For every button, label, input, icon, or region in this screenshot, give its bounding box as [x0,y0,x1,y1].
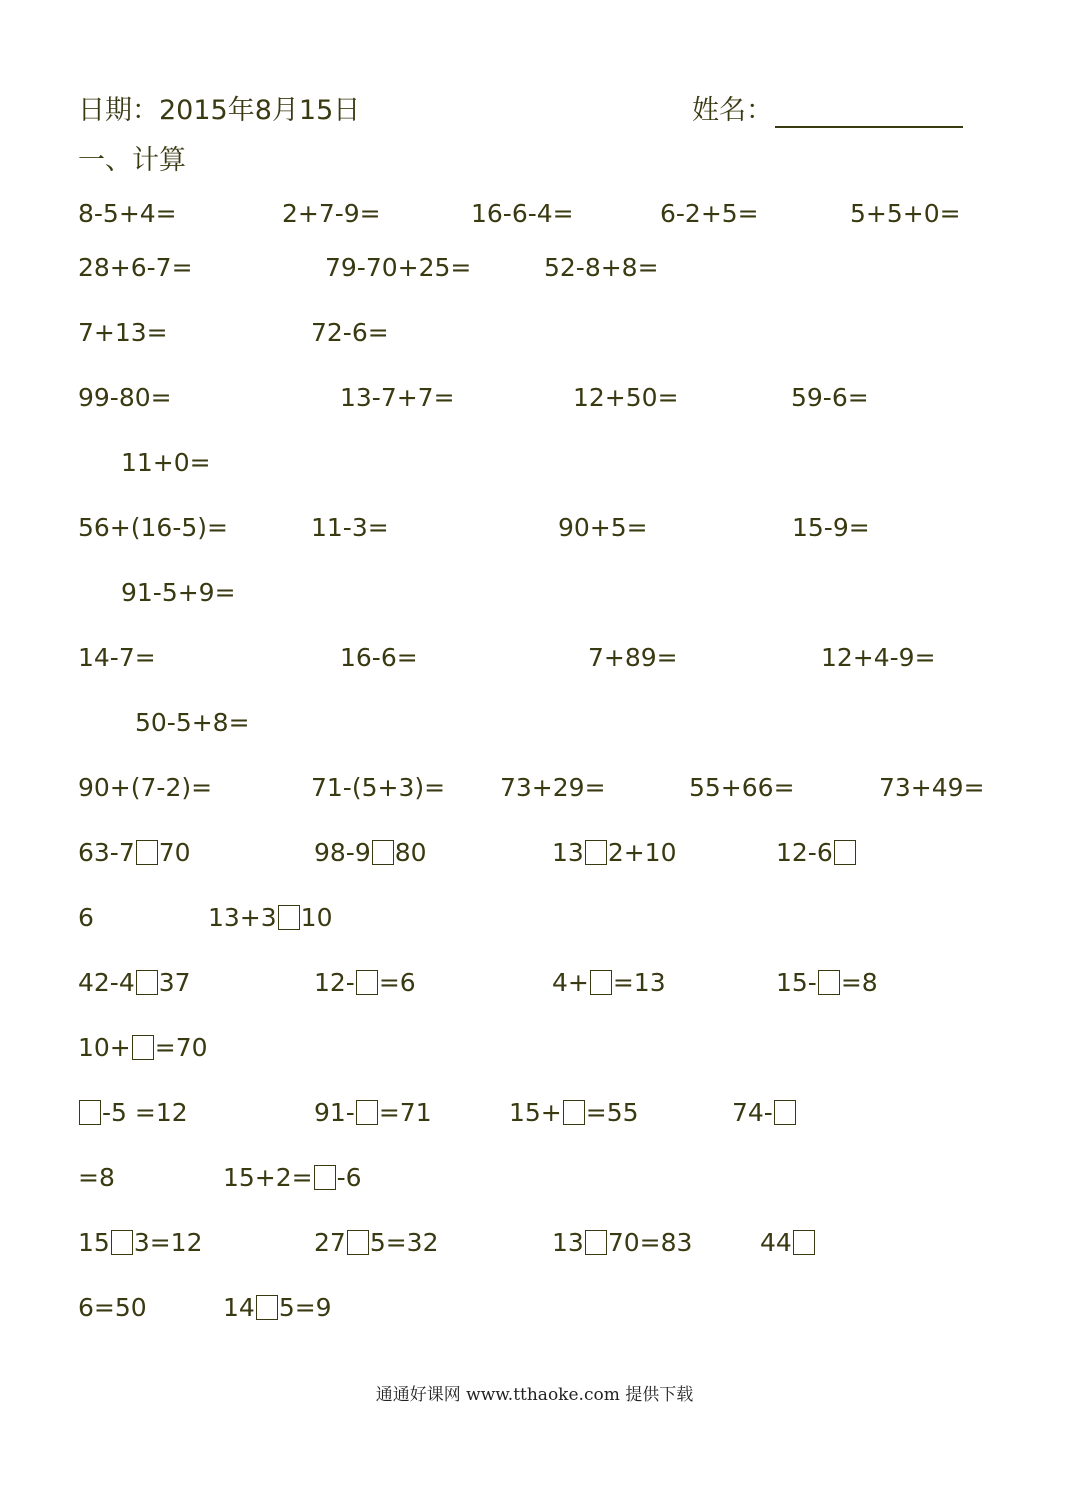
name-blank-line[interactable] [775,126,963,128]
box-problem [223,1293,332,1323]
answer-box[interactable] [834,840,856,865]
problem-prefix: 4+ [552,968,589,997]
answer-box[interactable] [136,840,158,865]
answer-box[interactable] [356,970,378,995]
problem-suffix: 5=32 [369,1228,439,1257]
answer-box[interactable] [347,1230,369,1255]
answer-box[interactable] [79,1100,101,1125]
answer-box[interactable] [590,970,612,995]
problem: 2+7-9= [282,199,381,228]
problem: 7+89= [588,643,678,672]
problem: 6-2+5= [660,199,759,228]
problem-prefix: 63-7 [78,838,135,867]
answer-box[interactable] [585,840,607,865]
problem-prefix: 14 [223,1293,255,1322]
problem: 73+49= [879,773,985,802]
answer-box[interactable] [793,1230,815,1255]
box-problem [509,1098,639,1128]
box-problem [78,968,191,998]
problem: 8-5+4= [78,199,177,228]
problem: 90+5= [558,513,648,542]
problem-prefix: =8 [78,1163,115,1192]
problem: 15-9= [792,513,870,542]
problem-prefix: 12-6 [776,838,833,867]
problem-suffix: 10 [300,903,333,932]
answer-box[interactable] [132,1035,154,1060]
problem-prefix: 6=50 [78,1293,147,1322]
box-problem [314,968,416,998]
problem: 16-6= [340,643,418,672]
problem: 13-7+7= [340,383,455,412]
problem: 16-6-4= [471,199,574,228]
answer-box[interactable] [111,1230,133,1255]
problem-suffix: 80 [394,838,427,867]
problem: 55+66= [689,773,795,802]
problem-prefix: 12- [314,968,355,997]
problem-prefix: 91- [314,1098,355,1127]
box-problem [552,1228,692,1258]
problem-prefix: 15 [78,1228,110,1257]
date-label: 日期：2015年8月15日 [78,95,361,126]
box-problem-continuation [78,1293,147,1323]
problem-prefix: 15+2= [223,1163,313,1192]
answer-box[interactable] [563,1100,585,1125]
problem: 79-70+25= [325,253,472,282]
problem: 12+4-9= [821,643,936,672]
problem-suffix: 5=9 [278,1293,332,1322]
box-problem [314,1098,432,1128]
problem: 71-(5+3)= [311,773,446,802]
problem-suffix: =6 [378,968,416,997]
problem-prefix: 98-9 [314,838,371,867]
box-problem [78,838,191,868]
footer-text: 通通好课网 www.tthaoke.com 提供下载 [375,1385,694,1405]
problem: 50-5+8= [135,708,250,737]
box-problem [776,838,857,868]
box-problem [223,1163,362,1193]
problem-suffix: -5 =12 [102,1098,188,1127]
problem-suffix: 3=12 [133,1228,203,1257]
answer-box[interactable] [372,840,394,865]
box-problem [552,968,666,998]
problem: 14-7= [78,643,156,672]
problem-suffix: 70 [158,838,191,867]
problem: 99-80= [78,383,172,412]
problem-prefix: 15- [776,968,817,997]
box-problem-continuation [78,1163,115,1193]
problem-prefix: 10+ [78,1033,131,1062]
box-problem [78,1033,208,1063]
box-problem [776,968,878,998]
problem-prefix: 13 [552,1228,584,1257]
problem: 5+5+0= [850,199,961,228]
problem-prefix: 13 [552,838,584,867]
box-problem [314,1228,438,1258]
answer-box[interactable] [136,970,158,995]
answer-box[interactable] [818,970,840,995]
problem-prefix: 27 [314,1228,346,1257]
box-problem [760,1228,816,1258]
answer-box[interactable] [585,1230,607,1255]
answer-box[interactable] [256,1295,278,1320]
problem-prefix: 42-4 [78,968,135,997]
problem: 11-3= [311,513,389,542]
box-problem [314,838,427,868]
answer-box[interactable] [278,905,300,930]
problem: 72-6= [311,318,389,347]
problem-suffix: =13 [612,968,666,997]
problem-prefix: 74- [732,1098,773,1127]
answer-box[interactable] [356,1100,378,1125]
problem: 28+6-7= [78,253,193,282]
box-problem [78,1228,202,1258]
problem: 7+13= [78,318,168,347]
section-title: 一、计算 [78,145,186,176]
answer-box[interactable] [774,1100,796,1125]
problem: 52-8+8= [544,253,659,282]
problem-prefix: 15+ [509,1098,562,1127]
answer-box[interactable] [314,1165,336,1190]
problem-suffix: 2+10 [607,838,677,867]
problem: 73+29= [500,773,606,802]
problem: 91-5+9= [121,578,236,607]
problem: 56+(16-5)= [78,513,228,542]
problem-suffix: 70=83 [607,1228,693,1257]
box-problem-continuation [78,903,94,933]
box-problem [732,1098,797,1128]
problem-suffix: =55 [585,1098,639,1127]
problem: 59-6= [791,383,869,412]
box-problem [78,1098,188,1128]
problem: 11+0= [121,448,211,477]
problem-prefix: 13+3 [208,903,277,932]
problem: 12+50= [573,383,679,412]
name-label: 姓名： [692,95,773,126]
problem-suffix: =70 [154,1033,208,1062]
problem-suffix: =8 [840,968,878,997]
problem-suffix: -6 [336,1163,362,1192]
box-problem [552,838,676,868]
problem-suffix: 37 [158,968,191,997]
problem: 90+(7-2)= [78,773,213,802]
problem-prefix: 6 [78,903,94,932]
problem-suffix: =71 [378,1098,432,1127]
box-problem [208,903,332,933]
problem-prefix: 44 [760,1228,792,1257]
